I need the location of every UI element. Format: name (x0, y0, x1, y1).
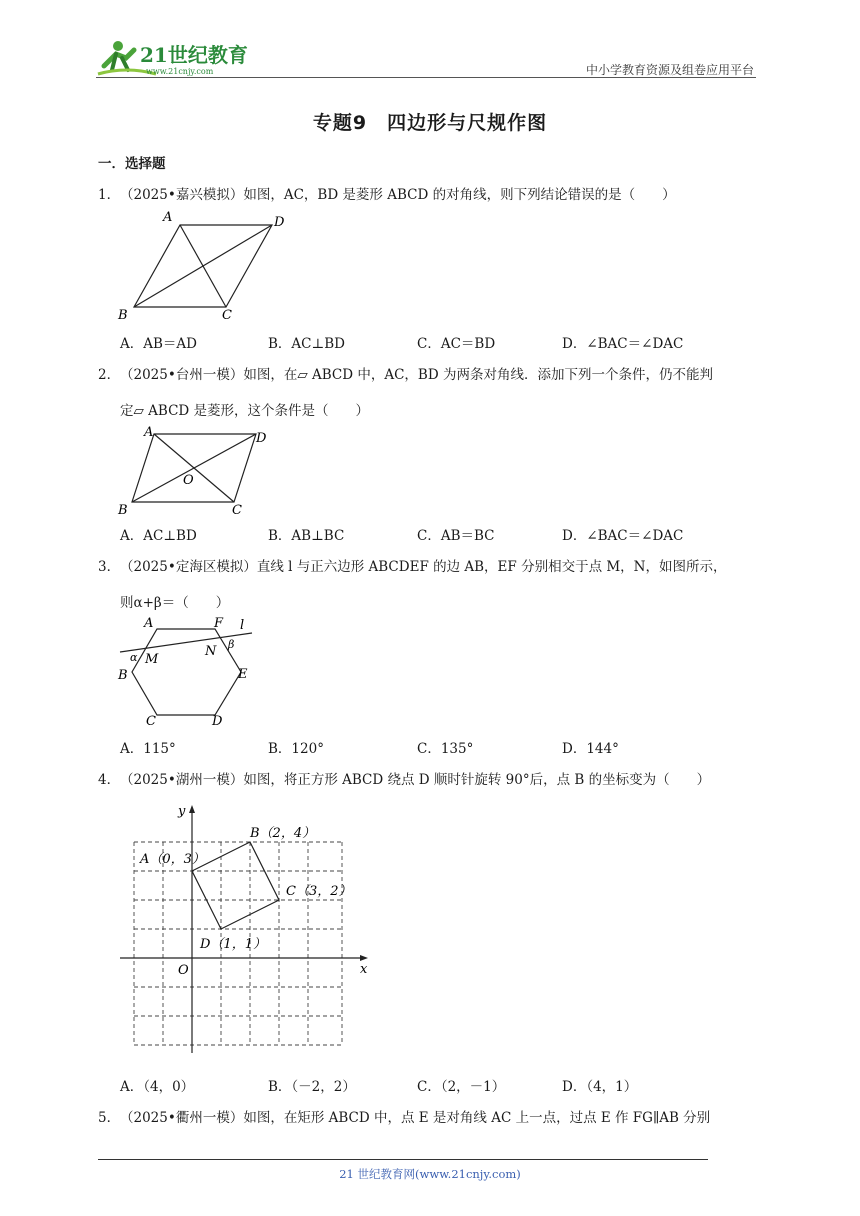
header-platform-text: 中小学教育资源及组卷应用平台 (585, 63, 754, 77)
question-2-line2: 定▱ ABCD 是菱形，这个条件是（ ） (120, 403, 370, 419)
page-title: 专题9 四边形与尺规作图 (312, 112, 548, 134)
svg-text:D: D (274, 215, 285, 230)
figure-hexagon (116, 612, 266, 736)
question-1 (98, 185, 764, 205)
svg-text:E: E (238, 667, 248, 682)
footer-text: 21 世纪教育网(www.21cnjy.com) (339, 1167, 521, 1181)
site-logo (96, 36, 261, 80)
option-c: C．135° (417, 741, 474, 757)
svg-text:l: l (240, 618, 245, 633)
question-3-line2: 则α+β＝（ ） (120, 595, 230, 611)
option-b: B．AC⊥BD (268, 336, 345, 352)
question-text: （2025•湖州一模）如图，将正方形 ABCD 绕点 D 顺时针旋转 90°后，点 B 的坐标变为（ ） (120, 772, 711, 788)
option-d: D．∠BAC＝∠DAC (562, 336, 684, 352)
option-d: D．∠BAC＝∠DAC (562, 528, 684, 544)
svg-text:y: y (178, 804, 186, 819)
option-a: A．115° (120, 741, 176, 757)
logo-sub-text: www.21cnjy.com (146, 67, 214, 76)
svg-text:B: B (118, 668, 128, 683)
question-text: （2025•衢州一模）如图，在矩形 ABCD 中，点 E 是对角线 AC 上一点，过点 E 作 FG∥AB 分别 (120, 1110, 711, 1126)
svg-text:D（1，1）: D（1，1） (200, 937, 266, 952)
question-text: （2025•嘉兴模拟）如图，AC，BD 是菱形 ABCD 的对角线，则下列结论错误的是（ ） (120, 187, 676, 203)
svg-text:C: C (222, 308, 232, 323)
svg-text:C（3，2）: C（3，2） (286, 884, 352, 899)
svg-text:N: N (205, 644, 217, 659)
question-number: 2． (98, 367, 121, 383)
option-d: D．144° (562, 741, 619, 757)
svg-text:D: D (256, 431, 267, 446)
question-number: 1． (98, 187, 121, 203)
option-a: A．AB＝AD (120, 336, 197, 352)
svg-text:α: α (130, 651, 138, 664)
header-divider (96, 77, 756, 78)
svg-text:A: A (144, 425, 154, 440)
svg-text:A（0，3）: A（0，3） (140, 852, 205, 867)
option-b: B．120° (268, 741, 324, 757)
svg-text:x: x (360, 962, 368, 977)
figure-coordinate-grid (116, 797, 378, 1063)
option-b: B．AB⊥BC (268, 528, 345, 544)
option-a: A．AC⊥BD (120, 528, 197, 544)
option-a: A．（4，0） (120, 1079, 195, 1095)
svg-text:B（2，4）: B（2，4） (250, 826, 316, 841)
question-text: （2025•台州一模）如图，在▱ ABCD 中，AC，BD 为两条对角线．添加下列一个条件，仍不能判 (120, 367, 713, 383)
svg-text:O: O (178, 963, 189, 978)
figure-parallelogram (116, 424, 276, 524)
svg-text:B: B (118, 503, 128, 518)
question-4 (98, 770, 764, 790)
footer-divider (98, 1159, 708, 1160)
svg-text:C: C (146, 714, 156, 729)
question-text: （2025•定海区模拟）直线 l 与正六边形 ABCDEF 的边 AB，EF 分别相交于点 M，N，如图所示， (120, 559, 727, 575)
section-heading: 一．选择题 (98, 156, 166, 172)
question-number: 3． (98, 559, 121, 575)
svg-text:B: B (118, 308, 128, 323)
svg-text:M: M (145, 652, 159, 667)
svg-text:A: A (144, 616, 154, 631)
option-c: C．AB＝BC (417, 528, 495, 544)
question-3 (98, 557, 764, 577)
svg-text:A: A (163, 210, 173, 225)
question-5 (98, 1108, 764, 1128)
svg-text:O: O (183, 473, 194, 488)
question-number: 5． (98, 1110, 121, 1126)
option-d: D．（4，1） (562, 1079, 638, 1095)
question-number: 4． (98, 772, 121, 788)
logo-main-text: 21世纪教育 (140, 43, 248, 67)
option-b: B．（－2，2） (268, 1079, 356, 1095)
svg-text:β: β (228, 638, 235, 651)
svg-text:C: C (232, 503, 242, 518)
figure-rhombus (116, 206, 296, 330)
option-c: C．（2，－1） (417, 1079, 506, 1095)
question-2 (98, 365, 764, 385)
option-c: C．AC＝BD (417, 336, 496, 352)
svg-text:F: F (214, 616, 224, 631)
svg-text:D: D (212, 714, 223, 729)
